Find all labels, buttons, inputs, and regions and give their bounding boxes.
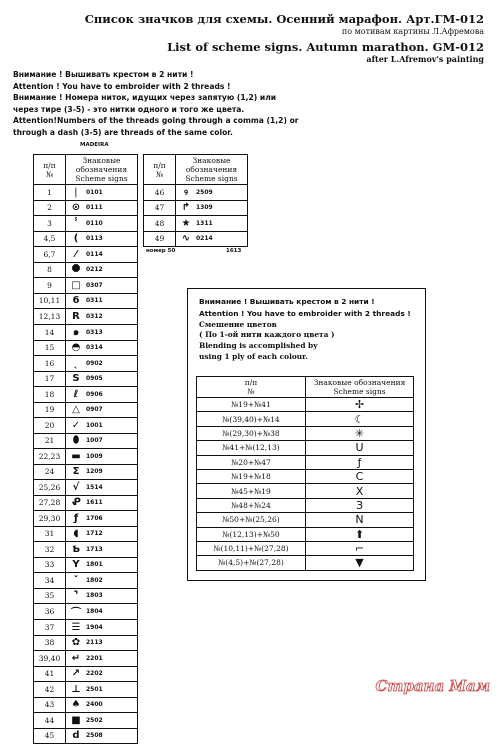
row-number: 15 [34, 340, 66, 356]
combo-cell: №50+№(25,26) [197, 513, 306, 527]
combo-cell: №45+№19 [197, 484, 306, 498]
combo-cell: №(29,30)+№38 [197, 426, 306, 440]
box-line: Blending is accomplished by [199, 341, 318, 350]
row-number: 38 [34, 635, 66, 651]
note-line: Attention ! You have to embroider with 2 threads ! [13, 81, 231, 91]
box-line: ( По 1-ой нити каждого цвета ) [199, 330, 335, 339]
table-row [197, 498, 414, 512]
table-row [34, 604, 138, 620]
table-row [34, 682, 138, 698]
table-row [34, 542, 138, 558]
row-sign-cell [66, 278, 138, 294]
table-row [197, 412, 414, 426]
row-sign-cell [66, 604, 138, 620]
combo-cell: №19+№41 [197, 398, 306, 412]
table-row [34, 324, 138, 340]
table-row [144, 231, 248, 247]
row-sign-cell [66, 216, 138, 232]
row-number: 49 [144, 231, 176, 247]
check-small-icon: ˇ [73, 574, 79, 586]
table-row [34, 511, 138, 527]
table-row [34, 433, 138, 449]
table-row [34, 449, 138, 465]
header-num2: № [155, 169, 164, 179]
table-row [34, 697, 138, 713]
header-num: п/п [153, 160, 166, 170]
row-sign-cell [66, 495, 138, 511]
footnote-code: 1613 [226, 248, 242, 254]
octagon-icon: ⯃ [72, 264, 80, 276]
row-number: 16 [34, 356, 66, 372]
row-sign-cell [176, 185, 248, 201]
row-sign-cell [66, 588, 138, 604]
small-wave-icon: ˎ [73, 357, 79, 369]
row-sign-cell [66, 418, 138, 434]
row-sign-cell [66, 402, 138, 418]
row-sign-cell [66, 557, 138, 573]
table-row [197, 455, 414, 469]
title-ru: Список значков для схемы. Осенний марафон. Арт.ГМ-012 [84, 12, 484, 26]
combo-cell: №(39,40)+№14 [197, 412, 306, 426]
thread-code: 1802 [86, 576, 103, 584]
table-row [144, 216, 248, 232]
row-sign-cell [66, 573, 138, 589]
row-sign-cell [66, 309, 138, 325]
corner-bracket-icon: ⌝ [73, 590, 79, 602]
table-row [34, 356, 138, 372]
table-row [197, 484, 414, 498]
bold-six-icon: 6 [72, 295, 80, 307]
header-signs-en: Scheme signs [185, 174, 238, 183]
table-row [34, 588, 138, 604]
x-letter-icon: X [306, 484, 414, 498]
thread-code: 1611 [86, 499, 103, 507]
header-signs-ru: Знаковые обозначения [75, 156, 128, 174]
row-sign-cell [66, 262, 138, 278]
combo-cell: №(10,11)+№(27,28) [197, 541, 306, 555]
row-sign-cell [66, 247, 138, 263]
note-line: через тире (3-5) - это нитки одного и того же цвета. [13, 104, 245, 114]
note-line: through a dash (3-5) are threads of the same color. [13, 127, 233, 137]
row-sign-cell [66, 651, 138, 667]
blending-notes [199, 296, 424, 362]
omega-wave-icon: ∿ [181, 233, 191, 245]
table-row [197, 441, 414, 455]
watermark: Страна Мам [375, 677, 490, 695]
thread-code: 0114 [86, 250, 103, 258]
row-sign-cell [66, 340, 138, 356]
curl-icon: ℓ [73, 388, 79, 400]
thread-code: 0312 [86, 312, 103, 320]
circle-dot-icon: ⊙ [71, 202, 81, 214]
table-row [34, 340, 138, 356]
thread-code: 0101 [86, 188, 103, 196]
triangle-outline-icon: △ [72, 404, 80, 416]
flag-icon: ⌐ [306, 541, 414, 555]
row-sign-cell [66, 371, 138, 387]
row-number: 48 [144, 216, 176, 232]
wave-line-icon: ⌒ [71, 608, 81, 619]
row-sign-cell [66, 542, 138, 558]
footnote-label: номер 50 [146, 248, 176, 254]
down-triangle-icon: ▼ [306, 556, 414, 570]
header-signs-ru: Знаковые обозначения [313, 378, 406, 387]
row-sign-cell [66, 635, 138, 651]
row-number: 47 [144, 200, 176, 216]
return-arrow-icon: ↱ [181, 202, 191, 214]
row-sign-cell [176, 216, 248, 232]
row-sign-cell [66, 185, 138, 201]
header-signs-en: Scheme signs [75, 174, 128, 183]
f-italic-icon: ƒ [306, 455, 414, 469]
thread-code: 0313 [86, 328, 103, 336]
up-arrow-icon: ⬆ [306, 527, 414, 541]
row-number: 1 [34, 185, 66, 201]
table-row [34, 293, 138, 309]
flame-icon: ᕵ [71, 497, 81, 509]
row-sign-cell [66, 511, 138, 527]
t-stand-icon: ⊥ [71, 683, 81, 695]
s-letter-icon: S [72, 373, 80, 385]
f-letter-icon: ƒ [73, 512, 79, 524]
thread-code: 2201 [86, 654, 103, 662]
table-row [34, 371, 138, 387]
thread-code: 0902 [86, 359, 103, 367]
col-num-header [34, 155, 66, 185]
row-sign-cell [66, 666, 138, 682]
thread-code: 1801 [86, 561, 103, 569]
table-row [197, 398, 414, 412]
table-row [34, 526, 138, 542]
thread-code: 0314 [86, 344, 103, 352]
box-line: using 1 ply of each colour. [199, 352, 308, 361]
table-row [34, 666, 138, 682]
row-number: 19 [34, 402, 66, 418]
thread-code: 2113 [86, 639, 103, 647]
y-letter-icon: Y [72, 559, 80, 571]
thread-code: 0214 [196, 235, 213, 243]
row-sign-cell [66, 464, 138, 480]
row-number: 34 [34, 573, 66, 589]
table-row [197, 469, 414, 483]
table-row [144, 200, 248, 216]
header-signs-en: Scheme signs [333, 387, 386, 396]
thread-code: 1001 [86, 421, 103, 429]
thread-code: 1311 [196, 219, 213, 227]
table-row [34, 309, 138, 325]
thread-code: 2502 [86, 716, 103, 724]
row-sign-cell [66, 433, 138, 449]
thread-code: 2400 [86, 701, 103, 709]
square-outline-icon: □ [71, 279, 81, 291]
thread-code: 0113 [86, 235, 103, 243]
row-sign-cell [66, 697, 138, 713]
table-row [197, 426, 414, 440]
col-signs-header [66, 155, 138, 185]
thread-code: 0110 [86, 219, 103, 227]
combo-cell: №(4,5)+№(27,28) [197, 556, 306, 570]
row-sign-cell [176, 200, 248, 216]
brand-label: MADEIRA [80, 142, 109, 148]
header-signs-ru: Знаковые обозначения [185, 156, 238, 174]
row-sign-cell [66, 449, 138, 465]
header-num2: № [247, 387, 255, 396]
row-number: 8 [34, 262, 66, 278]
thread-code: 1904 [86, 623, 103, 631]
combo-cell: №41+№(12,13) [197, 441, 306, 455]
header-num: п/п [244, 378, 258, 387]
table-row [197, 556, 414, 570]
table-row [144, 185, 248, 201]
table-row [34, 480, 138, 496]
half-disc-icon: ◖ [73, 528, 79, 540]
thread-code: 0111 [86, 204, 103, 212]
combo-cell: №48+№24 [197, 498, 306, 512]
table-row [34, 387, 138, 403]
table-row [34, 247, 138, 263]
cross-plus-icon: ✢ [306, 398, 414, 412]
blending-table [196, 376, 414, 571]
blending-box [187, 288, 426, 581]
signs-table-extra [143, 154, 248, 247]
table-row [34, 713, 138, 729]
thread-code: 1309 [196, 204, 213, 212]
dot-bar-icon: ⸯ [73, 219, 79, 231]
row-number: 24 [34, 464, 66, 480]
leaf-icon: ⬮ [72, 435, 80, 447]
note-line: Внимание ! Номера ниток, идущих через запятую (1,2) или [13, 93, 277, 102]
row-sign-cell [176, 231, 248, 247]
table-row [34, 402, 138, 418]
b-hook-icon: Ƅ [72, 543, 80, 555]
thread-code: 0905 [86, 375, 103, 383]
triple-bar-icon: ☰ [71, 621, 81, 633]
row-number: 29,30 [34, 511, 66, 527]
row-number: 17 [34, 371, 66, 387]
thread-code: 1712 [86, 530, 103, 538]
flower-icon: ✿ [71, 637, 81, 649]
thread-code: 1713 [86, 545, 103, 553]
vertical-bar-icon: ❘ [71, 186, 81, 198]
title-en: List of scheme signs. Autumn marathon. GM-012 [167, 40, 484, 54]
thread-code: 0307 [86, 281, 103, 289]
table-row [34, 216, 138, 232]
two-curve-icon: ꝰ [184, 188, 188, 200]
row-number: 21 [34, 433, 66, 449]
row-number: 14 [34, 324, 66, 340]
table-row [34, 620, 138, 636]
row-number: 36 [34, 604, 66, 620]
thread-code: 1804 [86, 608, 103, 615]
thread-code: 0311 [86, 297, 103, 305]
signs-table-main [33, 154, 138, 744]
row-number: 12,13 [34, 309, 66, 325]
col-signs-header [176, 155, 248, 185]
table-row [34, 185, 138, 201]
box-line: Смешение цветов [199, 320, 277, 329]
col-combo-header [197, 377, 306, 398]
thread-code: 1803 [86, 592, 103, 600]
paren-icon: ( [73, 233, 79, 245]
r-letter-icon: R [72, 310, 80, 322]
row-sign-cell [66, 231, 138, 247]
table-row [34, 573, 138, 589]
row-sign-cell [66, 293, 138, 309]
thread-code: 1514 [86, 483, 103, 491]
table-row [34, 464, 138, 480]
sigma-icon: Σ [72, 466, 80, 478]
row-sign-cell [66, 620, 138, 636]
u-letter-icon: U [306, 441, 414, 455]
filled-square-icon: ■ [71, 714, 81, 726]
subtitle-en: after L.Afremov's painting [366, 54, 484, 64]
thread-code: 1209 [86, 468, 103, 476]
checkmark-icon: ✓ [71, 419, 81, 431]
row-number: 33 [34, 557, 66, 573]
thread-code: 0906 [86, 390, 103, 398]
row-number: 10,11 [34, 293, 66, 309]
thread-code: 1007 [86, 437, 103, 445]
table-row [34, 278, 138, 294]
thread-code: 1706 [86, 514, 103, 522]
star-icon: ★ [181, 217, 191, 229]
row-number: 35 [34, 588, 66, 604]
row-number: 9 [34, 278, 66, 294]
thread-code: 0907 [86, 406, 103, 414]
row-sign-cell [66, 324, 138, 340]
hook-arrow-icon: ↵ [71, 652, 81, 664]
row-number: 3 [34, 216, 66, 232]
asterisk-icon: ✳ [306, 426, 414, 440]
notes-block [13, 69, 313, 138]
row-number: 25,26 [34, 480, 66, 496]
c-letter-icon: C [306, 469, 414, 483]
row-number: 22,23 [34, 449, 66, 465]
table-row [34, 231, 138, 247]
col-signs-header [306, 377, 414, 398]
spiral-icon: ๑ [72, 326, 80, 338]
row-number: 39,40 [34, 651, 66, 667]
row-number: 2 [34, 200, 66, 216]
table-row [197, 527, 414, 541]
row-sign-cell [66, 356, 138, 372]
arrow-up-right-icon: ↗ [71, 668, 81, 680]
row-sign-cell [66, 526, 138, 542]
col-num-header [144, 155, 176, 185]
row-sign-cell [66, 200, 138, 216]
box-line: Внимание ! Вышивать крестом в 2 нити ! [199, 297, 375, 306]
table-row [197, 541, 414, 555]
row-number: 4,5 [34, 231, 66, 247]
row-number: 32 [34, 542, 66, 558]
half-circle-icon: ◓ [71, 342, 81, 354]
header-num: п/п [43, 160, 56, 170]
table-row [34, 728, 138, 744]
row-number: 6,7 [34, 247, 66, 263]
thread-code: 2508 [86, 732, 103, 740]
row-number: 31 [34, 526, 66, 542]
spade-icon: ♠ [71, 699, 81, 711]
thread-code: 2501 [86, 685, 103, 693]
table-row [197, 513, 414, 527]
combo-cell: №(12,13)+№50 [197, 527, 306, 541]
row-number: 41 [34, 666, 66, 682]
row-sign-cell [66, 480, 138, 496]
three-icon: З [306, 498, 414, 512]
table-row [34, 635, 138, 651]
row-number: 43 [34, 697, 66, 713]
thread-code: 1009 [86, 452, 103, 460]
table-row [34, 418, 138, 434]
table-row [34, 495, 138, 511]
row-number: 45 [34, 728, 66, 744]
header-num2: № [45, 169, 54, 179]
sqrt-icon: √ [72, 481, 80, 493]
row-sign-cell [66, 682, 138, 698]
black-rectangle-icon: ▬ [71, 450, 81, 462]
thread-code: 2202 [86, 670, 103, 678]
row-number: 27,28 [34, 495, 66, 511]
table-row [34, 200, 138, 216]
table-row [34, 557, 138, 573]
row-number: 37 [34, 620, 66, 636]
box-line: Attention ! You have to embroider with 2 threads ! [199, 309, 411, 318]
table-row [34, 651, 138, 667]
combo-cell: №20+№47 [197, 455, 306, 469]
note-line: Внимание ! Вышивать крестом в 2 нити ! [13, 70, 194, 79]
d-letter-icon: d [72, 730, 80, 742]
row-sign-cell [66, 387, 138, 403]
crescent-icon: ☾ [306, 412, 414, 426]
row-number: 46 [144, 185, 176, 201]
slash-icon: ⁄ [75, 248, 77, 260]
row-number: 20 [34, 418, 66, 434]
thread-code: 0212 [86, 266, 103, 274]
row-number: 18 [34, 387, 66, 403]
table-row [34, 262, 138, 278]
row-number: 44 [34, 713, 66, 729]
row-sign-cell [66, 728, 138, 744]
combo-cell: №19+№18 [197, 469, 306, 483]
thread-code: 2509 [196, 188, 213, 196]
row-sign-cell [66, 713, 138, 729]
note-line: Attention!Numbers of the threads going through a comma (1,2) or [13, 116, 299, 125]
n-letter-icon: N [306, 513, 414, 527]
subtitle-ru: по мотивам картины Л.Афремова [341, 27, 484, 36]
row-number: 42 [34, 682, 66, 698]
